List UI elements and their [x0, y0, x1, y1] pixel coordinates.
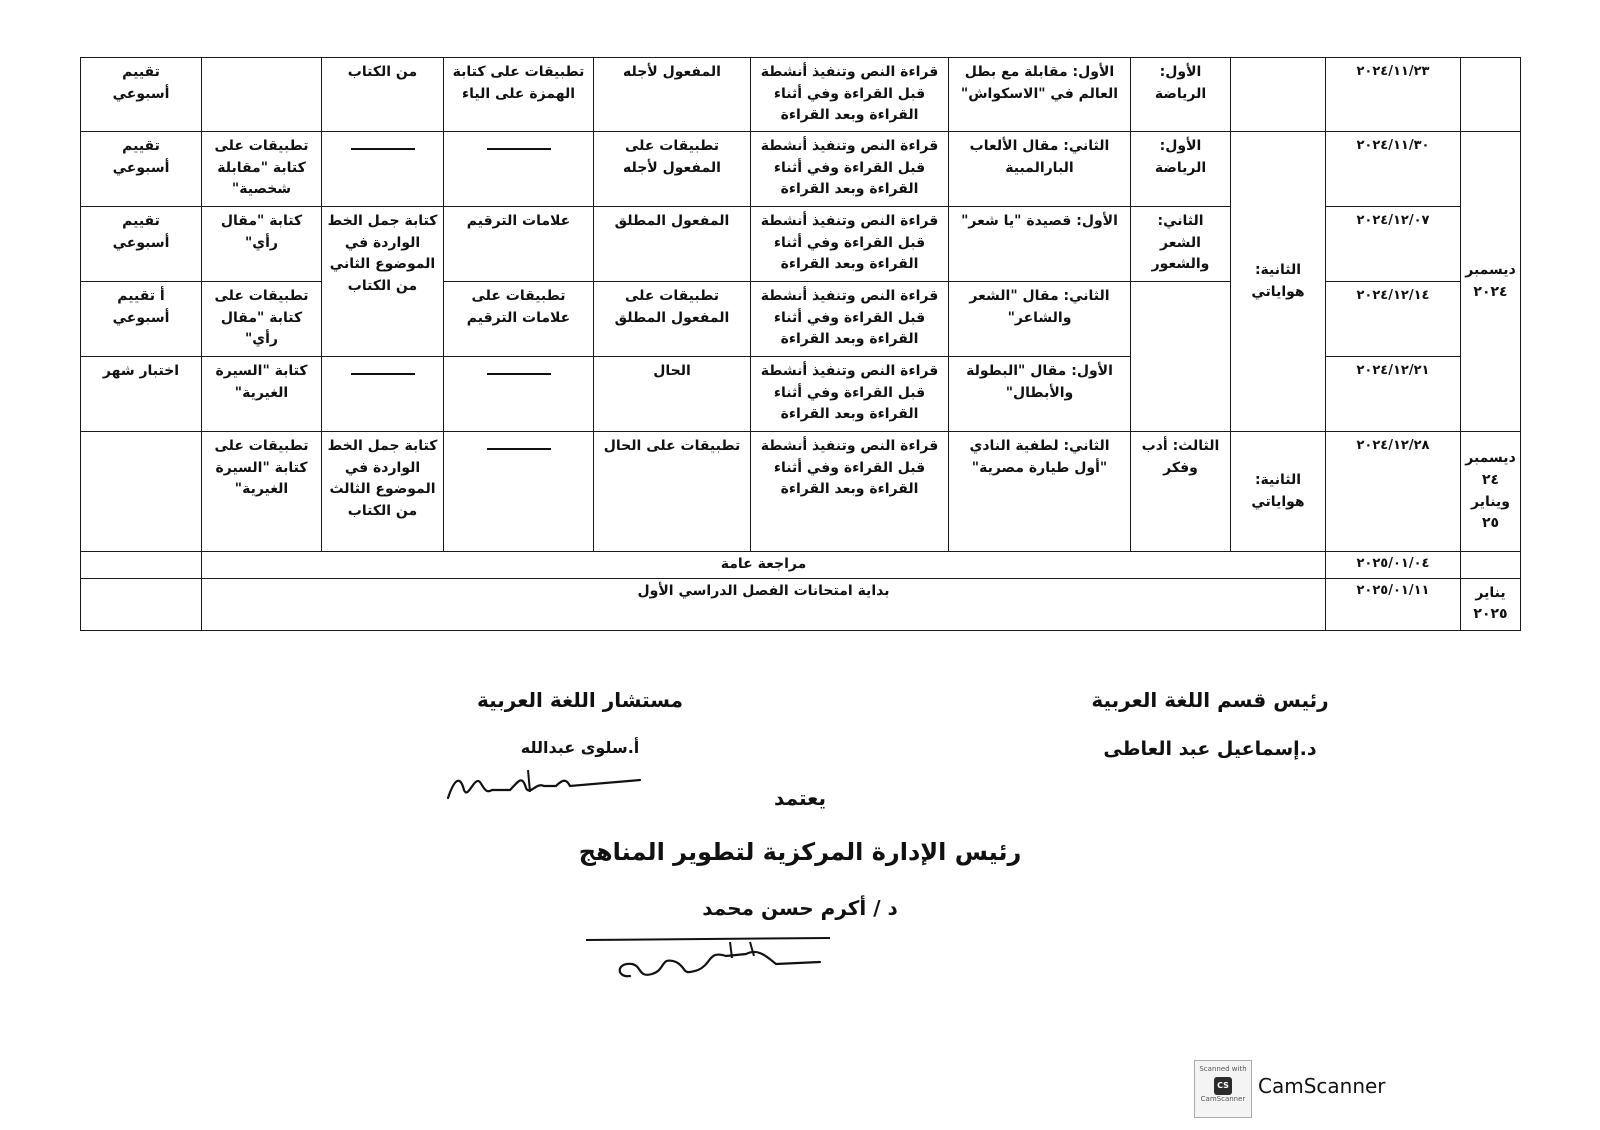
- cell-writing: تطبيقات على كتابة "السيرة الغيرية": [202, 432, 322, 552]
- cell-assessment: تقييم أسبوعي: [81, 132, 202, 207]
- cell-grammar: الحال: [594, 357, 751, 432]
- language-advisor-signature: [430, 688, 730, 757]
- empty-dash: [487, 148, 551, 150]
- cell-grammar: تطبيقات على المفعول المطلق: [594, 282, 751, 357]
- cell-lesson: الأول: الرياضة: [1131, 132, 1231, 207]
- camscanner-icon: CS: [1214, 1077, 1232, 1095]
- approval-label: يعتمد: [774, 786, 826, 810]
- cell-month: ديسمبر ٢٤ ويناير ٢٥: [1461, 432, 1521, 552]
- cell-exams-text: بداية امتحانات الفصل الدراسي الأول: [202, 578, 1326, 630]
- cell-date: ٢٠٢٤/١٢/٢١: [1326, 357, 1461, 432]
- cell-writing: كتابة "مقال رأي": [202, 207, 322, 282]
- schedule-row: [81, 58, 1521, 132]
- cell-date: ٢٠٢٤/١٢/١٤: [1326, 282, 1461, 357]
- cell-month: [1461, 58, 1521, 132]
- empty-dash: [487, 373, 551, 375]
- cell-date: ٢٠٢٤/١٢/٠٧: [1326, 207, 1461, 282]
- camscanner-footer: [1194, 1060, 1530, 1116]
- cell-reading: قراءة النص وتنفيذ أنشطة قبل القراءة وفي أثناء القراءة وبعد القراءة: [751, 58, 949, 132]
- cell-grammar: تطبيقات على الحال: [594, 432, 751, 552]
- cell-assessment: اختبار شهر: [81, 357, 202, 432]
- cell-writing: تطبيقات على كتابة "مقال رأي": [202, 282, 322, 357]
- cell-spelling: [444, 357, 594, 432]
- cell-month: [1461, 552, 1521, 579]
- empty-dash: [487, 448, 551, 450]
- cell-writing: كتابة "السيرة الغيرية": [202, 357, 322, 432]
- department-head-name: د.إسماعيل عبد العاطى: [1103, 738, 1317, 760]
- cell-grammar: المفعول لأجله: [594, 58, 751, 132]
- cell-assessment: [81, 552, 202, 579]
- cell-review-text: مراجعة عامة: [202, 552, 1326, 579]
- cell-spelling: [444, 132, 594, 207]
- cell-assessment: [81, 432, 202, 552]
- language-advisor-name: أ.سلوى عبدالله: [520, 738, 640, 757]
- cell-month: ديسمبر ٢٠٢٤: [1461, 132, 1521, 432]
- cell-month: يناير ٢٠٢٥: [1461, 578, 1521, 630]
- cell-assessment: [81, 578, 202, 630]
- cell-reading: قراءة النص وتنفيذ أنشطة قبل القراءة وفي أثناء القراءة وبعد القراءة: [751, 132, 949, 207]
- cell-grammar: المفعول المطلق: [594, 207, 751, 282]
- cell-topic: الثاني: مقال الألعاب البارالمبية: [949, 132, 1131, 207]
- empty-dash: [351, 148, 415, 150]
- cell-date: ٢٠٢٤/١١/٢٣: [1326, 58, 1461, 132]
- cell-handwriting: من الكتاب: [322, 58, 444, 132]
- camscanner-logo-box: Scanned with CS CamScanner: [1194, 1060, 1252, 1118]
- cell-writing: تطبيقات على كتابة "مقابلة شخصية": [202, 132, 322, 207]
- cell-handwriting: كتابة جمل الخط الواردة في الموضوع الثاني من الكتاب: [322, 207, 444, 357]
- cell-spelling: تطبيقات على كتابة الهمزة على الياء: [444, 58, 594, 132]
- cell-lesson: الثالث: أدب وفكر: [1131, 432, 1231, 552]
- cell-reading: قراءة النص وتنفيذ أنشطة قبل القراءة وفي أثناء القراءة وبعد القراءة: [751, 432, 949, 552]
- cell-assessment: تقييم أسبوعي: [81, 58, 202, 132]
- cell-reading: قراءة النص وتنفيذ أنشطة قبل القراءة وفي أثناء القراءة وبعد القراءة: [751, 282, 949, 357]
- schedule-row: [81, 132, 1521, 207]
- cell-spelling: [444, 432, 594, 552]
- camscanner-text: CamScanner: [1258, 1074, 1386, 1098]
- department-head-title: رئيس قسم اللغة العربية: [1091, 688, 1329, 712]
- schedule-row: [81, 432, 1521, 552]
- cell-grammar: تطبيقات على المفعول لأجله: [594, 132, 751, 207]
- department-head-signature: [1060, 688, 1360, 760]
- central-admin-handwritten-signature: [580, 928, 840, 988]
- cell-assessment: أ تقييم أسبوعي: [81, 282, 202, 357]
- cell-writing: [202, 58, 322, 132]
- curriculum-schedule-table: [80, 57, 1521, 631]
- cell-date: ٢٠٢٥/٠١/٠٤: [1326, 552, 1461, 579]
- cell-lesson: الثاني: الشعر والشعور: [1131, 207, 1231, 282]
- cell-lesson: [1131, 282, 1231, 432]
- cell-reading: قراءة النص وتنفيذ أنشطة قبل القراءة وفي أثناء القراءة وبعد القراءة: [751, 207, 949, 282]
- cell-unit: الثانية: هواياتي: [1231, 432, 1326, 552]
- cell-spelling: تطبيقات على علامات الترقيم: [444, 282, 594, 357]
- cell-date: ٢٠٢٥/٠١/١١: [1326, 578, 1461, 630]
- cell-lesson: الأول: الرياضة: [1131, 58, 1231, 132]
- cell-date: ٢٠٢٤/١١/٣٠: [1326, 132, 1461, 207]
- empty-dash: [351, 373, 415, 375]
- central-admin-title: رئيس الإدارة المركزية لتطوير المناهج: [578, 838, 1022, 866]
- cell-date: ٢٠٢٤/١٢/٢٨: [1326, 432, 1461, 552]
- schedule-row-exams: [81, 578, 1521, 630]
- cell-handwriting: كتابة جمل الخط الواردة في الموضوع الثالث من الكتاب: [322, 432, 444, 552]
- schedule-row-review: [81, 552, 1521, 579]
- cell-spelling: علامات الترقيم: [444, 207, 594, 282]
- cell-assessment: تقييم أسبوعي: [81, 207, 202, 282]
- cell-unit: الثانية: هواياتي: [1231, 132, 1326, 432]
- cell-handwriting: [322, 132, 444, 207]
- language-advisor-title: مستشار اللغة العربية: [476, 688, 684, 712]
- cell-topic: الأول: مقال "البطولة والأبطال": [949, 357, 1131, 432]
- cell-unit: [1231, 58, 1326, 132]
- central-admin-name: د / أكرم حسن محمد: [702, 896, 898, 920]
- cell-handwriting: [322, 357, 444, 432]
- cell-topic: الأول: مقابلة مع بطل العالم في "الاسكواش": [949, 58, 1131, 132]
- cell-topic: الأول: قصيدة "يا شعر": [949, 207, 1131, 282]
- cell-reading: قراءة النص وتنفيذ أنشطة قبل القراءة وفي أثناء القراءة وبعد القراءة: [751, 357, 949, 432]
- cell-topic: الثاني: لطفية النادي "أول طيارة مصرية": [949, 432, 1131, 552]
- cell-topic: الثاني: مقال "الشعر والشاعر": [949, 282, 1131, 357]
